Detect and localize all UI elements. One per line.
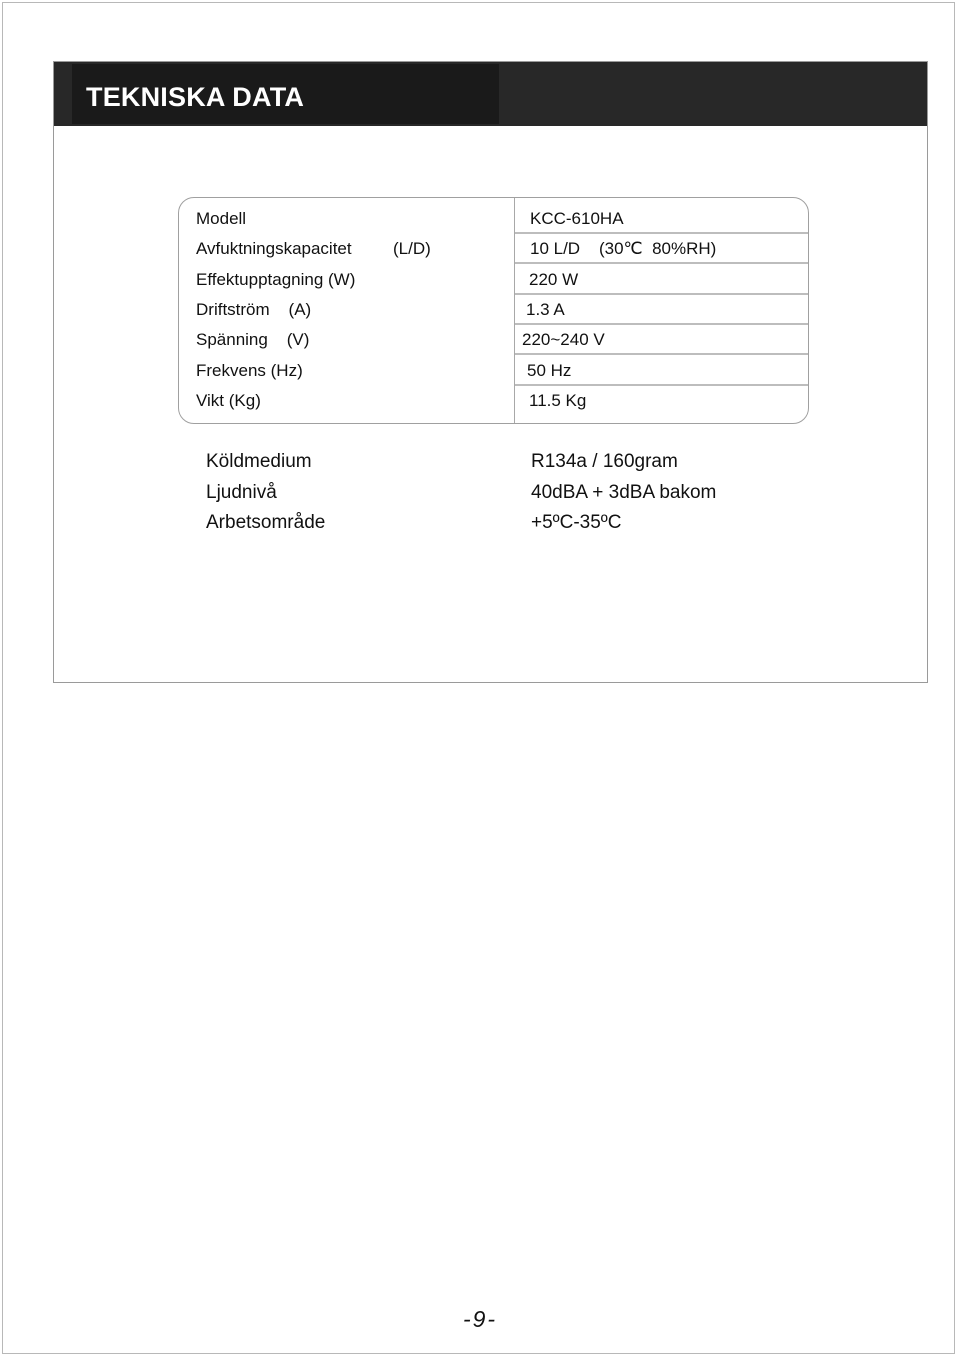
extra-spec-label: Köldmedium (206, 451, 312, 472)
spec-row-power (179, 265, 808, 295)
row-separator (515, 353, 808, 355)
spec-row-weight (179, 386, 808, 416)
spec-unit: (L/D) (393, 239, 431, 258)
extra-spec-refrigerant (54, 451, 927, 481)
spec-label: Vikt (Kg) (196, 391, 261, 410)
page-number: -9- (462, 1306, 498, 1332)
extra-spec-noise (54, 482, 927, 512)
row-separator (515, 262, 808, 264)
extra-spec-label: Arbetsområde (206, 512, 326, 533)
spec-table (178, 197, 809, 424)
extra-spec-label: Ljudnivå (206, 482, 277, 503)
extra-spec-value: R134a / 160gram (531, 451, 678, 472)
spec-value: 10 L/D (30℃ 80%RH) (530, 239, 717, 258)
extra-spec-operating-range (54, 512, 927, 542)
spec-value: 1.3 A (526, 300, 565, 319)
spec-row-voltage (179, 325, 808, 355)
spec-value: 220 W (529, 270, 579, 289)
spec-label: Spänning (V) (196, 330, 310, 349)
spec-label: Effektupptagning (W) (196, 270, 356, 289)
spec-row-capacity (179, 234, 808, 264)
spec-label: Avfuktningskapacitet (196, 239, 352, 258)
spec-row-frequency (179, 356, 808, 386)
extra-spec-value: 40dBA + 3dBA bakom (531, 482, 717, 503)
spec-value: 11.5 Kg (529, 391, 587, 410)
extra-spec-value: +5ºC-35ºC (531, 512, 622, 533)
spec-label: Frekvens (Hz) (196, 361, 303, 380)
spec-label: Modell (196, 209, 247, 228)
spec-row-current (179, 295, 808, 325)
spec-value: 220~240 V (522, 330, 605, 349)
spec-value: KCC-610HA (530, 209, 624, 228)
header-bar (54, 62, 927, 126)
header-title-box (72, 64, 499, 124)
spec-row-model (179, 204, 808, 234)
page-title: TEKNISKA DATA (86, 82, 305, 112)
technical-data-section (53, 61, 928, 683)
spec-label: Driftström (A) (196, 300, 312, 319)
spec-value: 50 Hz (527, 361, 572, 380)
